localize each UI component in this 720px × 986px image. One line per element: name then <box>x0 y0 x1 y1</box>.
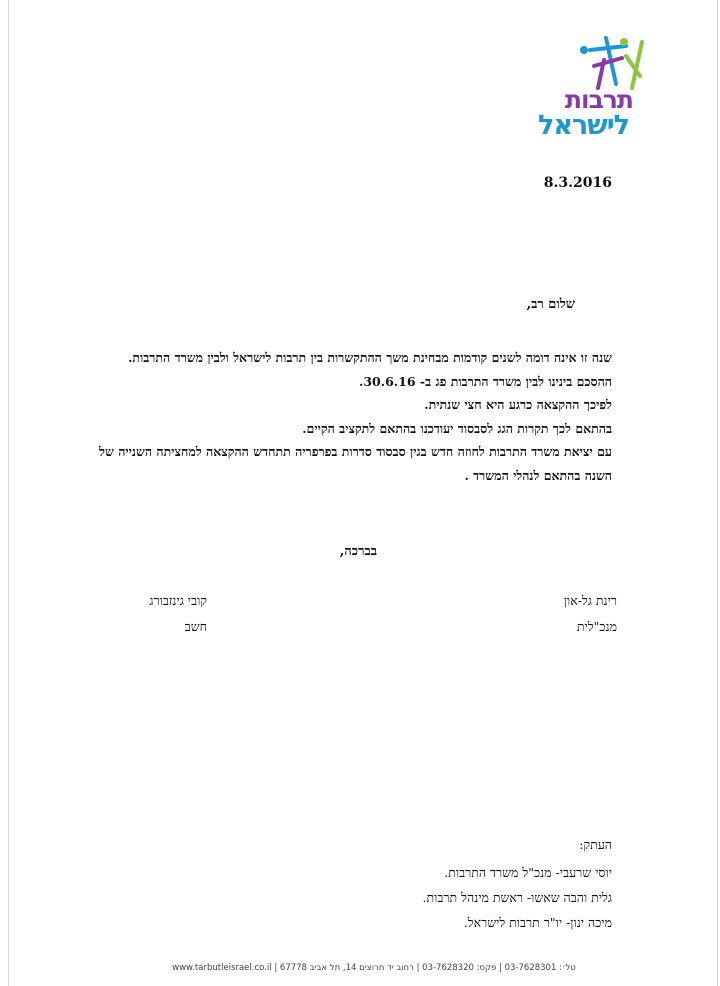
body-line: עם יציאת משרד התרבות לחוזה חדש בגין סבסוד סדרות בפרפריה תתחדש ההקצאה למחציתה השנייה של <box>99 444 612 459</box>
letterhead-footer: טל׳: 03-7628301 | פקס: 03-7628320 | רחוב יד חרוצים 14, תל אביב 67778 | www.tarbutleisrael.co.il <box>172 963 576 973</box>
cc-title: העתק: <box>579 837 612 852</box>
letter-page <box>8 0 718 986</box>
letter-body <box>92 346 612 487</box>
signatory-name: קובי גינזבורג <box>149 593 207 608</box>
cc-recipient: גלית והבה שאשו- ראשת מינהל תרבות. <box>422 890 612 905</box>
closing: בברכה, <box>339 544 377 559</box>
signature-block-accountant <box>149 588 207 640</box>
body-line: שנה זו אינה דומה לשנים קודמות מבחינת משך ההתקשרות בין תרבות לישראל ולבין משרד התרבות. <box>128 350 612 365</box>
cc-list <box>423 832 612 935</box>
signatory-title: מנכ"לית <box>576 619 617 634</box>
tarbut-leisrael-logo <box>524 30 649 141</box>
body-line: בהתאם לכך תקרות הגג לסבסוד יעודכנו בהתאם לתקציב הקיים. <box>302 420 612 436</box>
body-line: ההסכם בינינו לבין משרד התרבות פג ב- 30.6.16. <box>358 373 612 389</box>
signatory-name: רינת גל-און <box>563 593 617 608</box>
cc-recipient: מיכה ינון- יו"ר תרבות לישראל. <box>463 915 612 930</box>
logo-text-line2: לישראל <box>537 110 629 141</box>
body-line: לפיכך ההקצאה כרגע היא חצי שנתית. <box>424 397 612 412</box>
greeting: שלום רב, <box>526 297 575 312</box>
signatory-title: חשב <box>184 619 207 634</box>
signature-block-ceo <box>564 588 617 640</box>
cc-recipient: יוסי שרעבי- מנכ"ל משרד התרבות. <box>444 865 612 880</box>
letter-date: 8.3.2016 <box>543 175 612 191</box>
body-line: השנה בהתאם לנהלי המשרד . <box>464 467 612 483</box>
logo-text-line1: תרבות <box>564 85 633 114</box>
